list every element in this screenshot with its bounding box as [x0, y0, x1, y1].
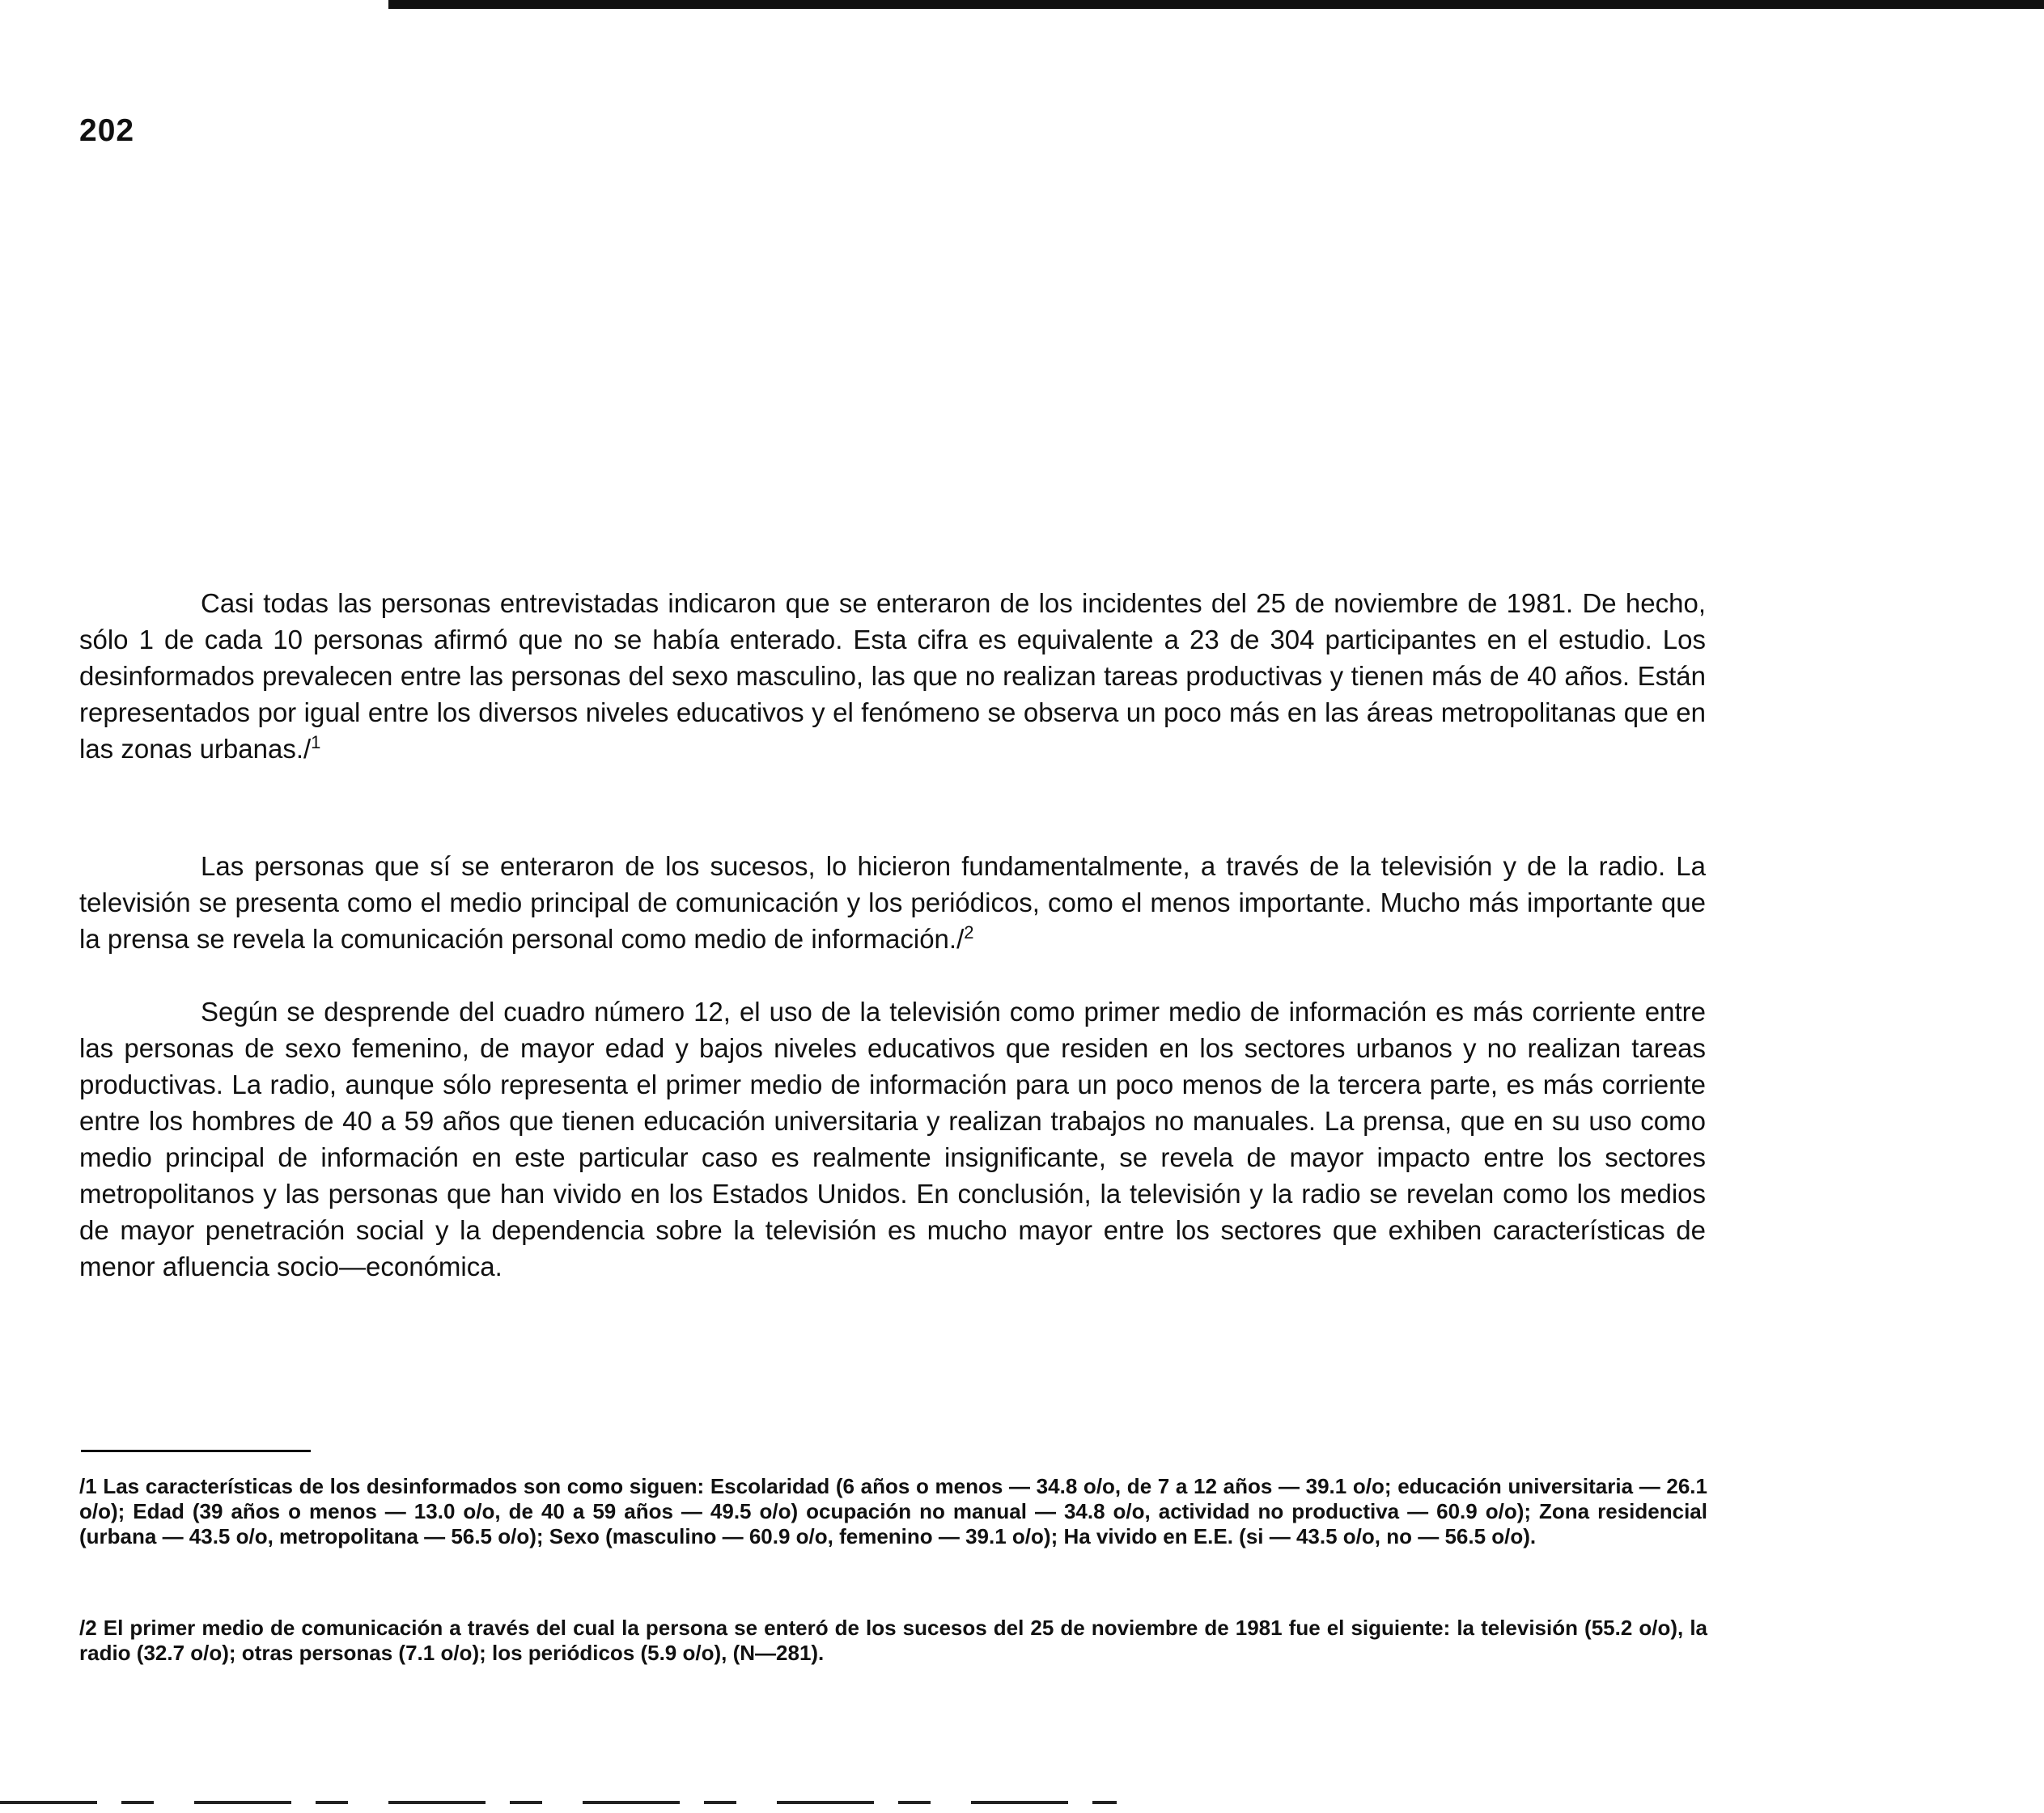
footnote-ref-1: 1: [311, 732, 321, 752]
page-number: 202: [79, 113, 135, 148]
paragraph-2-text: Las personas que sí se enteraron de los sucesos, lo hicieron fundamentalmente, a través de la televisión y de la radio. La televisión se presenta como el medio principal de comunicación y los periódicos, como el menos importante. Mucho más importante que la prensa se revela la comunicación personal como medio de información./: [79, 851, 1706, 954]
footnote-ref-2: 2: [964, 922, 974, 943]
footnote-1: /1 Las características de los desinformados son como siguen: Escolaridad (6 años o menos — 34.8 o/o, de 7 a 12 años — 39.1 o/o; educación universitaria — 26.1 o/o); Edad (39 años o menos — 13.0 o/o, de 40 a 59 años — 49.5 o/o) ocupación no manual — 34.8 o/o, actividad no productiva — 60.9 o/o); Zona residencial (urbana — 43.5 o/o, metropolitana — 56.5 o/o); Sexo (masculino — 60.9 o/o, femenino — 39.1 o/o); Ha vivido en E.E. (si — 43.5 o/o, no — 56.5 o/o).: [79, 1474, 1707, 1548]
paragraph-1-text: Casi todas las personas entrevistadas indicaron que se enteraron de los incidentes del 25 de noviembre de 1981. De hecho, sólo 1 de cada 10 personas afirmó que no se había enterado. Esta cifra es equivalente a 23 de 304 participantes en el estudio. Los desinformados prevalecen entre las personas del sexo masculino, las que no realizan tareas productivas y tienen más de 40 años. Están representados por igual entre los diversos niveles educativos y el fenómeno se observa un poco más en las áreas metropolitanas que en las zonas urbanas./: [79, 588, 1706, 764]
body-paragraph-1: [79, 585, 1706, 767]
footnote-separator: [81, 1450, 311, 1452]
paragraph-3-text: Según se desprende del cuadro número 12, el uso de la televisión como primer medio de información es más corriente entre las personas de sexo femenino, de mayor edad y bajos niveles educativos que residen en los sectores urbanos y no realizan tareas productivas. La radio, aunque sólo representa el primer medio de información para un poco menos de la tercera parte, es más corriente entre los hombres de 40 a 59 años que tienen educación universitaria y realizan trabajos no manuales. La prensa, que en su uso como medio principal de información en este particular caso es realmente insignificante, se revela de mayor impacto entre los sectores metropolitanos y las personas que han vivido en los Estados Unidos. En conclusión, la televisión y la radio se revelan como los medios de mayor penetración social y la dependencia sobre la televisión es mucho mayor entre los sectores que exhiben características de menor afluencia socio—económica.: [79, 997, 1706, 1281]
body-paragraph-2: [79, 848, 1706, 957]
top-border-rule: [388, 0, 2044, 9]
bottom-dashed-rule: [0, 1801, 1117, 1804]
footnote-2: /2 El primer medio de comunicación a través del cual la persona se enteró de los sucesos del 25 de noviembre de 1981 fue el siguiente: la televisión (55.2 o/o), la radio (32.7 o/o); otras personas (7.1 o/o); los periódicos (5.9 o/o), (N—281).: [79, 1616, 1707, 1665]
body-paragraph-3: [79, 993, 1706, 1285]
